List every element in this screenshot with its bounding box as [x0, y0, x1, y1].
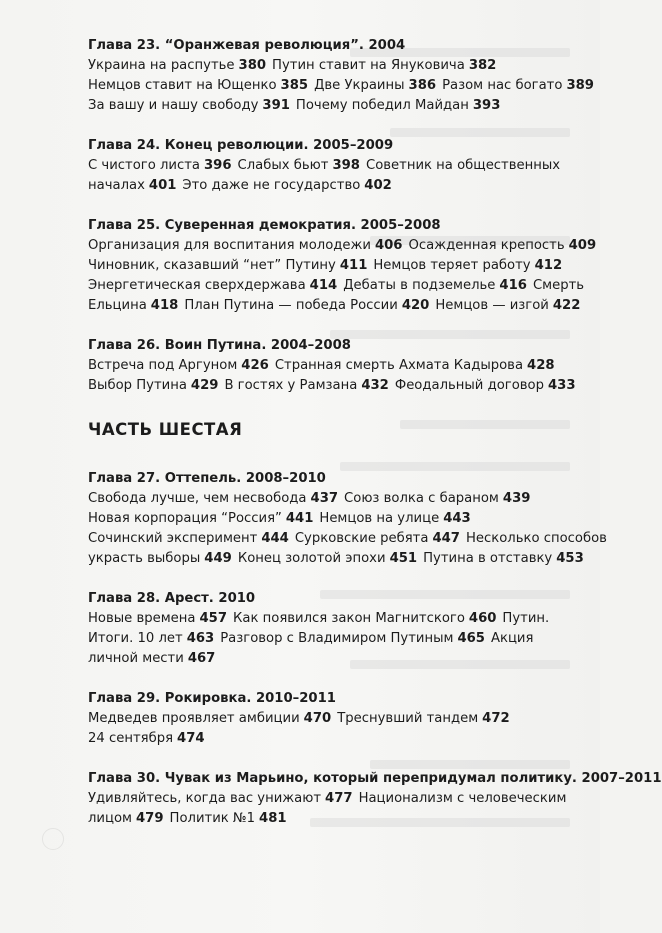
- chapter-block: [88, 36, 594, 116]
- toc-entry: [395, 378, 576, 393]
- toc-entry: [88, 258, 367, 273]
- page-number: 420: [401, 298, 430, 313]
- page-number: 481: [259, 811, 287, 826]
- entry-title: Феодальный договор: [394, 378, 544, 393]
- toc-entry: [224, 378, 388, 393]
- chapters-part-six: [88, 469, 662, 829]
- chapter-block: [88, 336, 588, 396]
- toc-line: [88, 176, 588, 196]
- entry-title: Новые времена: [88, 611, 196, 626]
- page-number: 409: [568, 238, 597, 253]
- entry-title: Треснувший тандем: [337, 711, 479, 726]
- entry-title: Удивляйтесь, когда вас унижают: [88, 791, 322, 806]
- toc-entry: [435, 298, 580, 313]
- entry-title: Смерть: [532, 278, 585, 293]
- entry-title: За вашу и нашу свободу: [88, 98, 259, 113]
- page-number: 474: [177, 731, 205, 746]
- toc-line: [88, 356, 588, 376]
- page-number: 439: [502, 491, 531, 506]
- page-number: 380: [238, 58, 267, 73]
- toc-entry: [295, 531, 460, 546]
- entry-title: началах: [88, 178, 145, 193]
- page-number: 401: [148, 178, 177, 193]
- toc-line: [88, 489, 588, 509]
- toc-line: [88, 789, 588, 809]
- chapters-part-five: [88, 36, 597, 396]
- toc-line: [88, 649, 588, 669]
- entry-title: Политик №1: [169, 811, 256, 826]
- page-number: 418: [150, 298, 179, 313]
- toc-entry: [238, 158, 360, 173]
- page-number: 472: [482, 711, 510, 726]
- toc-entry: [88, 491, 338, 506]
- toc-entry: [88, 58, 266, 73]
- chapter-title: Глава 27. Оттепель. 2008–2010: [88, 471, 326, 486]
- page-number: 465: [457, 631, 485, 646]
- toc-entry: [408, 238, 596, 253]
- chapter-block: [88, 589, 588, 669]
- chapter-block: [88, 216, 597, 316]
- toc-line: [88, 236, 597, 256]
- toc-entry: [343, 278, 527, 293]
- toc-entry: [502, 611, 549, 626]
- toc-entry: [88, 98, 290, 113]
- entry-title: Чиновник, сказавший “нет” Путину: [88, 258, 336, 273]
- chapter-title: Глава 23. “Оранжевая революция”. 2004: [88, 38, 406, 53]
- page-number: 433: [547, 378, 576, 393]
- entry-title: Выбор Путина: [88, 378, 187, 393]
- toc-entry: [88, 651, 215, 666]
- toc-entry: [359, 791, 567, 806]
- page-number: 453: [556, 551, 584, 566]
- entry-title: Сурковские ребята: [294, 531, 429, 546]
- toc-line: [88, 76, 594, 96]
- toc-entry: [88, 178, 176, 193]
- toc-line: [88, 629, 588, 649]
- page-number: 447: [432, 531, 460, 546]
- entry-title: Организация для воспитания молодежи: [88, 238, 371, 253]
- page-number: 412: [534, 258, 563, 273]
- page-number: 463: [186, 631, 215, 646]
- toc-entry: [88, 238, 402, 253]
- toc-entry: [296, 98, 500, 113]
- toc-entry: [491, 631, 533, 646]
- chapter-title: Глава 29. Рокировка. 2010–2011: [88, 691, 336, 706]
- toc-line: [88, 549, 588, 569]
- page-number: 444: [261, 531, 289, 546]
- toc-entry: [182, 178, 391, 193]
- entry-title: Советник на общественных: [365, 158, 561, 173]
- binding-hole-mark: [42, 828, 64, 850]
- chapter-block: [88, 769, 662, 829]
- toc-entry: [344, 491, 530, 506]
- toc-entry: [366, 158, 560, 173]
- page-number: 389: [566, 78, 594, 93]
- toc-line: [88, 276, 588, 296]
- entry-title: Украина на распутье: [88, 58, 235, 73]
- toc-entry: [88, 631, 214, 646]
- toc-entry: [423, 551, 584, 566]
- toc-entry: [88, 158, 232, 173]
- entry-title: личной мести: [88, 651, 184, 666]
- entry-title: Слабых бьют: [237, 158, 329, 173]
- chapter-block: [88, 689, 588, 749]
- toc-entry: [319, 511, 470, 526]
- entry-title: Почему победил Майдан: [295, 98, 469, 113]
- entry-title: Разговор с Владимиром Путиным: [220, 631, 454, 646]
- page-number: 385: [280, 78, 309, 93]
- page-number: 396: [203, 158, 232, 173]
- page-number: 406: [374, 238, 403, 253]
- entry-title: украсть выборы: [88, 551, 201, 566]
- chapter-title: Глава 25. Суверенная демократия. 2005–2008: [88, 218, 441, 233]
- toc-line: [88, 56, 588, 76]
- entry-title: Ельцина: [88, 298, 147, 313]
- entry-title: Итоги. 10 лет: [88, 631, 183, 646]
- page-number: 402: [364, 178, 392, 193]
- toc-entry: [220, 631, 485, 646]
- entry-title: Немцов на улице: [319, 511, 440, 526]
- entry-title: Немцов теряет работу: [373, 258, 531, 273]
- page-number: 441: [285, 511, 314, 526]
- page-number: 426: [241, 358, 269, 373]
- toc-entry: [238, 551, 417, 566]
- entry-title: лицом: [88, 811, 132, 826]
- entry-title: С чистого листа: [88, 158, 200, 173]
- page-number: 443: [443, 511, 471, 526]
- page-number: 449: [204, 551, 232, 566]
- toc-line: [88, 296, 588, 316]
- toc-entry: [314, 78, 436, 93]
- toc-line: [88, 809, 588, 829]
- entry-title: Акция: [490, 631, 534, 646]
- toc-entry: [233, 611, 496, 626]
- page-number: 422: [552, 298, 581, 313]
- page-number: 437: [310, 491, 339, 506]
- entry-title: Путин ставит на Януковича: [272, 58, 465, 73]
- toc-entry: [373, 258, 562, 273]
- toc-entry: [88, 531, 289, 546]
- entry-title: Странная смерть Ахмата Кадырова: [274, 358, 524, 373]
- page-number: 386: [408, 78, 437, 93]
- toc-line: [88, 96, 588, 116]
- entry-title: Осажденная крепость: [408, 238, 565, 253]
- chapter-block: [88, 469, 607, 569]
- toc-line: [88, 729, 588, 749]
- entry-title: Как появился закон Магнитского: [233, 611, 465, 626]
- toc-entry: [88, 511, 313, 526]
- toc-entry: [184, 298, 429, 313]
- toc-entry: [466, 531, 607, 546]
- page-number: 398: [332, 158, 360, 173]
- entry-title: Свобода лучше, чем несвобода: [88, 491, 307, 506]
- toc-line: [88, 376, 588, 396]
- entry-title: Конец золотой эпохи: [237, 551, 386, 566]
- toc-entry: [88, 278, 337, 293]
- toc-entry: [88, 551, 232, 566]
- entry-title: Разом нас богато: [442, 78, 563, 93]
- part-title: ЧАСТЬ ШЕСТАЯ: [88, 420, 243, 439]
- page-number: 467: [187, 651, 216, 666]
- page-number: 414: [309, 278, 338, 293]
- table-of-contents: [88, 36, 662, 849]
- chapter-title: Глава 28. Арест. 2010: [88, 591, 256, 606]
- chapter-title: Глава 30. Чувак из Марьино, который перепридумал политику. 2007–2011: [88, 771, 662, 786]
- page-number: 393: [472, 98, 501, 113]
- page-number: 411: [339, 258, 368, 273]
- page-number: 432: [361, 378, 389, 393]
- toc-line: [88, 529, 607, 549]
- toc-entry: [88, 298, 178, 313]
- entry-title: Союз волка с бараном: [344, 491, 499, 506]
- entry-title: Сочинский эксперимент: [88, 531, 258, 546]
- page-number: 470: [303, 711, 332, 726]
- entry-title: Путин.: [502, 611, 550, 626]
- entry-title: Новая корпорация “Россия”: [88, 511, 282, 526]
- entry-title: Встреча под Аргуном: [88, 358, 238, 373]
- toc-line: [88, 156, 588, 176]
- toc-entry: [442, 78, 594, 93]
- entry-title: Энергетическая сверхдержава: [88, 278, 306, 293]
- entry-title: Национализм с человеческим: [358, 791, 567, 806]
- toc-entry: [88, 811, 164, 826]
- entry-title: Немцов ставит на Ющенко: [88, 78, 277, 93]
- page-number: 460: [468, 611, 497, 626]
- toc-line: [88, 609, 588, 629]
- entry-title: Несколько способов: [465, 531, 607, 546]
- toc-entry: [275, 358, 555, 373]
- chapter-block: [88, 136, 588, 196]
- entry-title: В гостях у Рамзана: [224, 378, 358, 393]
- toc-entry: [337, 711, 510, 726]
- entry-title: Немцов — изгой: [435, 298, 549, 313]
- entry-title: Путина в отставку: [423, 551, 553, 566]
- chapter-title: Глава 24. Конец революции. 2005–2009: [88, 138, 394, 153]
- toc-entry: [88, 731, 205, 746]
- entry-title: Две Украины: [314, 78, 405, 93]
- toc-entry: [88, 378, 218, 393]
- page-number: 451: [389, 551, 418, 566]
- toc-entry: [272, 58, 496, 73]
- toc-line: [88, 709, 588, 729]
- page-number: 479: [136, 811, 164, 826]
- toc-entry: [170, 811, 287, 826]
- entry-title: 24 сентября: [88, 731, 174, 746]
- page-number: 429: [190, 378, 219, 393]
- chapter-title: Глава 26. Воин Путина. 2004–2008: [88, 338, 351, 353]
- toc-entry: [533, 278, 584, 293]
- page-number: 477: [325, 791, 353, 806]
- page-number: 382: [468, 58, 497, 73]
- entry-title: План Путина — победа России: [184, 298, 398, 313]
- entry-title: Медведев проявляет амбиции: [88, 711, 300, 726]
- page-number: 457: [199, 611, 228, 626]
- page-number: 428: [527, 358, 555, 373]
- toc-line: [88, 256, 588, 276]
- entry-title: Дебаты в подземелье: [343, 278, 496, 293]
- page-number: 416: [499, 278, 527, 293]
- toc-entry: [88, 711, 331, 726]
- toc-entry: [88, 78, 308, 93]
- page-number: 391: [262, 98, 290, 113]
- entry-title: Это даже не государство: [182, 178, 361, 193]
- toc-entry: [88, 611, 227, 626]
- toc-line: [88, 509, 588, 529]
- toc-entry: [88, 358, 269, 373]
- toc-entry: [88, 791, 353, 806]
